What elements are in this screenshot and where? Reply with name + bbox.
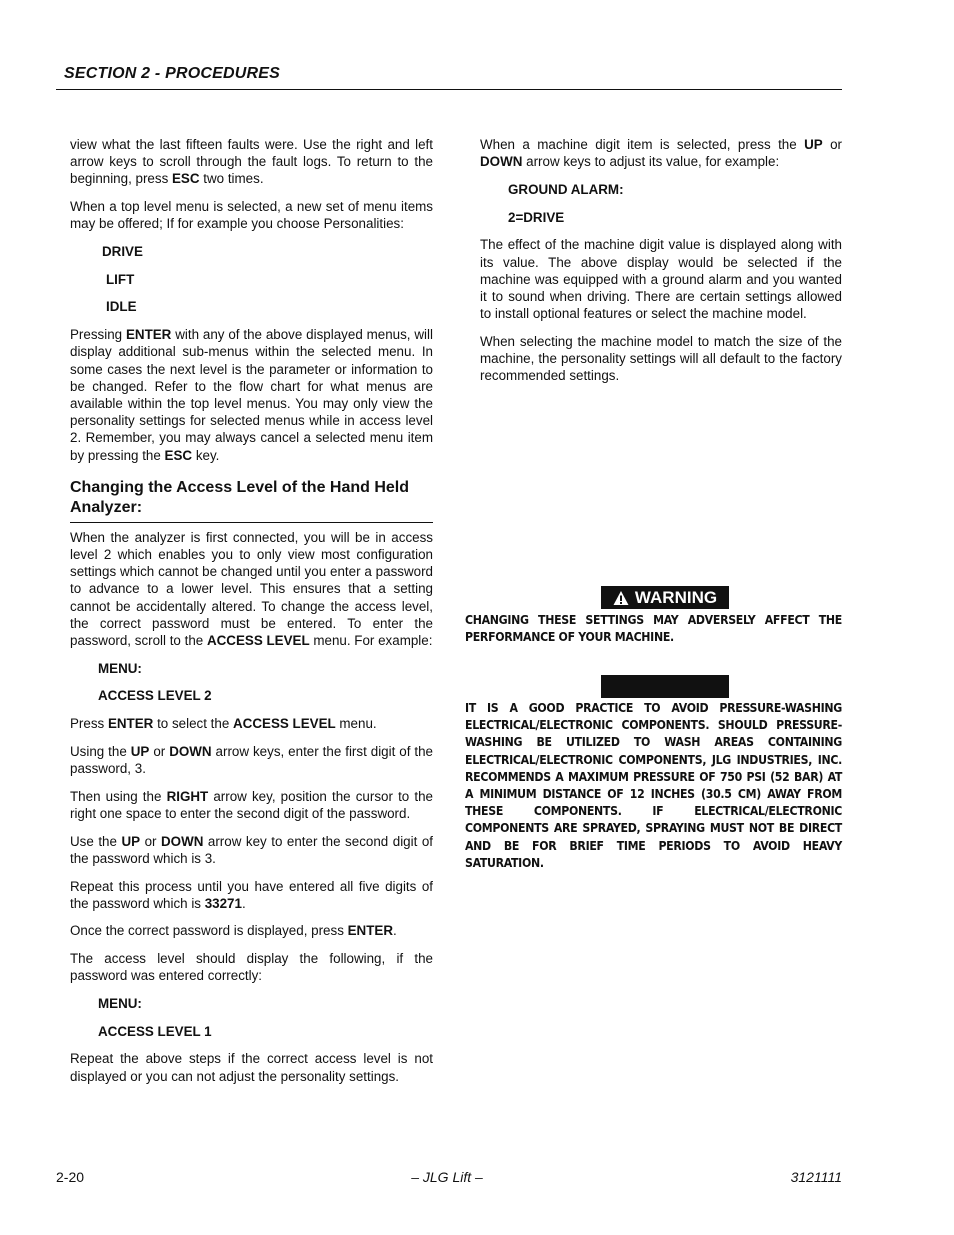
- paragraph-right-key: Then using the RIGHT arrow key, position the cursor to the right one space to enter the second digit of the password.: [70, 788, 433, 821]
- display-drive-value: 2=DRIVE: [508, 209, 565, 225]
- paragraph-top-level-menu: When a top level menu is selected, a new set of menu items may be offered; If for example you choose Personalities:: [70, 199, 433, 232]
- paragraph-press-enter: Press ENTER to select the ACCESS LEVEL menu.: [70, 716, 377, 732]
- left-column: [70, 136, 433, 1095]
- menu-item-lift: LIFT: [106, 271, 135, 287]
- document-number: 3121111: [790, 1169, 842, 1185]
- paragraph-pressing-enter: Pressing ENTER with any of the above displayed menus, will display additional sub-menus within the selected menu. In some cases the next level is the parameter or information to be changed. Refer to the flow chart for what menus are available within the top level menus. You may only view the personality settings for selected menus while in access level 2. Remember, you may always cancel a selected menu item by pressing the ESC key.: [70, 327, 433, 463]
- section-title: SECTION 2 - PROCEDURES: [64, 65, 280, 82]
- header-rule: [56, 89, 842, 90]
- caution-text: IT IS A GOOD PRACTICE TO AVOID PRESSURE-WASHING ELECTRICAL/ELECTRONIC COMPONENTS. SHOULD PRESSURE-WASHING BE UTILIZED TO WASH AREAS CONTAINING ELECTRICAL/ELECTRONIC COMPONENTS, JLG INDUSTRIES, INC. RECOMMENDS A MAXIMUM PRESSURE OF 750 PSI (52 BAR) AT A MINIMUM DISTANCE OF 12 INCHES (30.5 CM) AWAY FROM THESE COMPONENTS. IF ELECTRICAL/ELECTRONIC COMPONENTS ARE SPRAYED, SPRAYING MUST NOT BE DIRECT AND BE FOR BRIEF TIME PERIODS TO AVOID HEAVY SATURATION.: [465, 701, 842, 870]
- warning-text: CHANGING THESE SETTINGS MAY ADVERSELY AFFECT THE PERFORMANCE OF YOUR MACHINE.: [465, 613, 842, 645]
- paragraph-access-level-display: The access level should display the following, if the password was entered correctly:: [70, 951, 433, 984]
- display-menu-label: MENU:: [98, 660, 142, 676]
- warning-label-text: WARNING: [634, 587, 718, 607]
- warning-label: [601, 586, 729, 609]
- menu-item-idle: IDLE: [106, 299, 137, 315]
- display-access-level-2: ACCESS LEVEL 2: [98, 688, 212, 704]
- caution-label-box: [601, 675, 729, 698]
- paragraph-repeat-digits: Repeat this process until you have entered all five digits of the password which is 33271.: [70, 878, 433, 911]
- paragraph-analyzer-connected: When the analyzer is first connected, you will be in access level 2 which enables you to only view most configuration settings which cannot be changed until you enter a password to advance to a lower level. This ensures that a setting cannot be accidentally altered. To change the access level, the correct password must be entered. To enter the password, scroll to the ACCESS LEVEL menu. For example:: [70, 529, 433, 648]
- display-ground-alarm: GROUND ALARM:: [508, 181, 624, 197]
- paragraph-password-displayed: Once the correct password is displayed, press ENTER.: [70, 923, 397, 939]
- footer-center: – JLG Lift –: [411, 1169, 483, 1185]
- paragraph-machine-model: When selecting the machine model to match the size of the machine, the personality settings will all default to the factory recommended settings.: [480, 333, 842, 384]
- paragraph-second-digit: Use the UP or DOWN arrow key to enter the second digit of the password which is 3.: [70, 833, 433, 866]
- page-number: 2-20: [56, 1169, 85, 1185]
- paragraph-repeat-steps: Repeat the above steps if the correct access level is not displayed or you can not adjust the personality settings.: [70, 1051, 433, 1084]
- subsection-heading: Changing the Access Level of the Hand Held Analyzer:: [70, 478, 433, 523]
- warning-triangle-icon: [613, 590, 629, 606]
- paragraph-digit-effect: The effect of the machine digit value is displayed along with its value. The above display would be selected if the machine was equipped with a ground alarm and you wanted it to sound when driving. There are certain settings allowed to install optional features or select the machine model.: [480, 237, 842, 322]
- paragraph-machine-digit: When a machine digit item is selected, press the UP or DOWN arrow keys to adjust its value, for example:: [480, 137, 842, 170]
- menu-item-drive: DRIVE: [102, 244, 143, 260]
- paragraph-first-digit: Using the UP or DOWN arrow keys, enter the first digit of the password, 3.: [70, 743, 433, 776]
- display-access-level-1: ACCESS LEVEL 1: [98, 1023, 212, 1039]
- paragraph-fault-logs: view what the last fifteen faults were. Use the right and left arrow keys to scroll through the fault logs. To return to the beginning, press ESC two times.: [70, 137, 433, 187]
- right-column: [480, 136, 842, 395]
- display-menu-label-2: MENU:: [98, 996, 142, 1012]
